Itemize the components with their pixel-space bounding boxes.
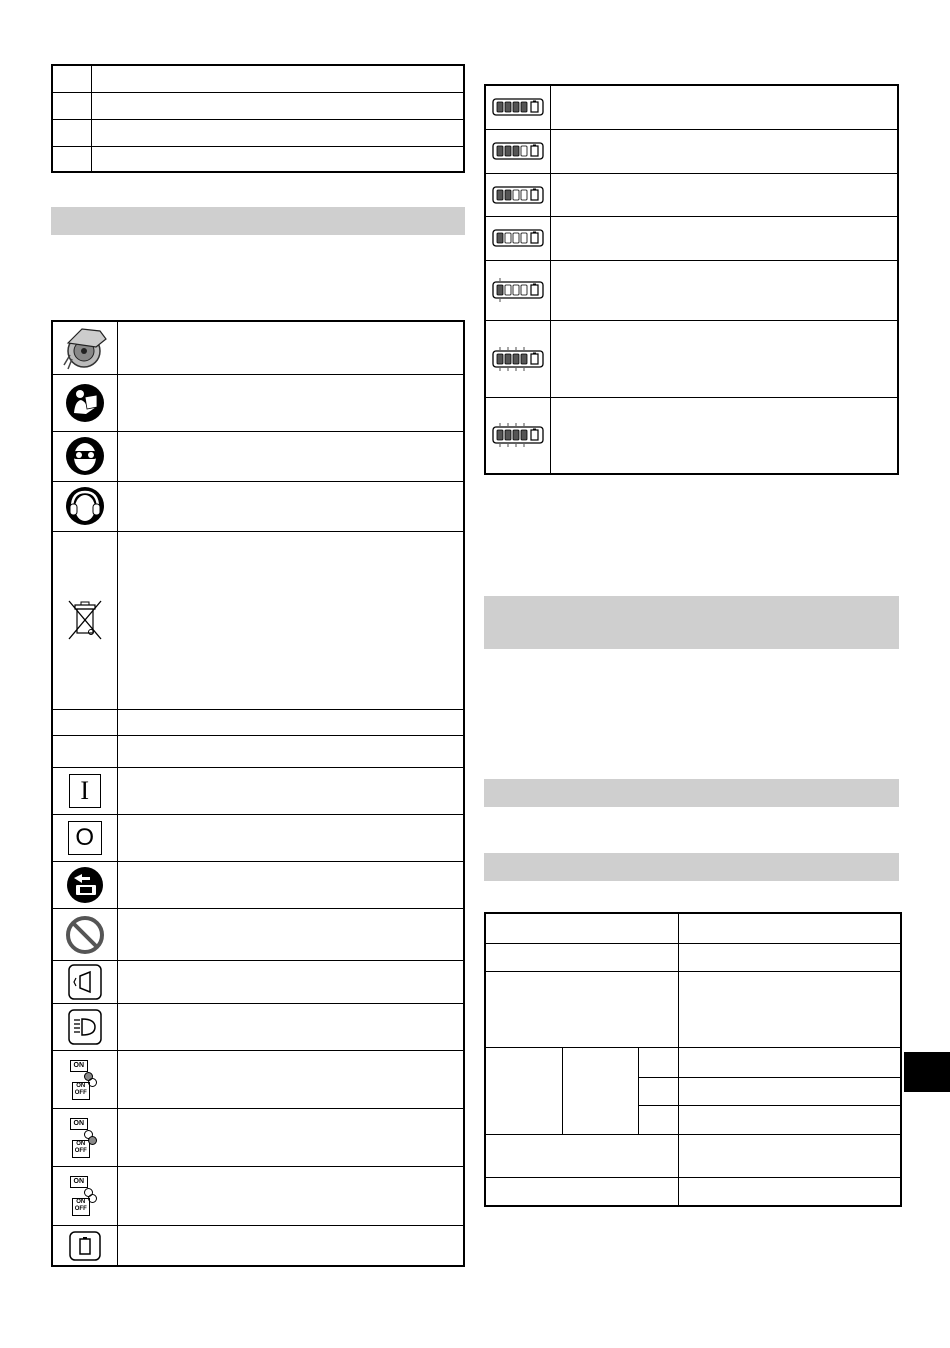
spec-cell: [678, 1105, 901, 1134]
section-heading-right-2: [484, 779, 899, 807]
battery-level-indicator-icon: [485, 320, 550, 397]
symbol-description: [117, 767, 464, 814]
battery-level-description: [550, 85, 898, 129]
symbol-description: [117, 531, 464, 709]
battery-segment-filled: [513, 354, 519, 364]
read-manual-icon: [52, 374, 117, 431]
symbols-table: [51, 320, 465, 1267]
ear-protection-icon: [52, 481, 117, 531]
section-heading-right-1: [484, 596, 899, 649]
parts-cell-num: [52, 119, 91, 146]
parts-cell-num: [52, 92, 91, 119]
battery-level-indicator-icon: [485, 397, 550, 474]
battery-segment-filled: [521, 102, 527, 112]
on-off-top-label: ON: [76, 1199, 86, 1206]
battery-segment-filled: [497, 233, 503, 243]
symbol-description: [117, 961, 464, 1004]
spec-cell: [638, 1048, 678, 1077]
spec-cell: [678, 971, 901, 1048]
spec-cell: [678, 943, 901, 971]
battery-segment-filled: [497, 146, 503, 156]
parts-cell-text: [91, 119, 464, 146]
on-off-switch-icon: [52, 1051, 117, 1109]
specification-table: [484, 912, 902, 1207]
battery-segment-empty: [513, 233, 519, 243]
on-off-switch-icon: [52, 1109, 117, 1167]
parts-cell-text: [91, 92, 464, 119]
parts-cell-text: [91, 146, 464, 172]
symbol-description: [117, 321, 464, 374]
switch-off-label: O: [68, 821, 102, 855]
spec-cell: [485, 943, 678, 971]
symbol-cell-blank: [52, 709, 117, 735]
spec-cell: [678, 1178, 901, 1206]
battery-indicator-table: [484, 84, 899, 475]
spec-cell: [485, 971, 678, 1048]
symbol-description: [117, 735, 464, 767]
spec-cell: [485, 1048, 562, 1135]
battery-segment-empty: [513, 190, 519, 200]
battery-segment-empty: [513, 285, 519, 295]
on-off-bottom-label: OFF: [74, 1147, 87, 1154]
battery-segment-filled: [521, 430, 527, 440]
spec-cell: [678, 1077, 901, 1105]
battery-segment-empty: [521, 233, 527, 243]
circular-saw-icon: [52, 321, 117, 374]
battery-level-indicator-icon: [485, 85, 550, 129]
on-off-top-label: ON: [76, 1140, 86, 1147]
battery-segment-filled: [505, 354, 511, 364]
prohibited-icon: [52, 909, 117, 961]
on-off-top-label: ON: [76, 1082, 86, 1089]
laser-icon: [52, 961, 117, 1004]
symbol-description: [117, 1226, 464, 1266]
spec-cell: [678, 913, 901, 943]
parts-cell-num: [52, 65, 91, 92]
section-heading-right-3: [484, 853, 899, 881]
battery-level-indicator-icon: [485, 260, 550, 320]
battery-segment-empty: [521, 285, 527, 295]
battery-segment-filled: [505, 146, 511, 156]
on-off-bottom-label: OFF: [74, 1206, 87, 1213]
parts-table: [51, 64, 465, 173]
battery-segment-filled: [505, 430, 511, 440]
battery-segment-empty: [505, 285, 511, 295]
symbol-description: [117, 709, 464, 735]
spec-cell: [678, 1134, 901, 1177]
spec-cell: [562, 1048, 638, 1135]
battery-level-indicator-icon: [485, 129, 550, 173]
battery-segment-empty: [521, 146, 527, 156]
battery-segment-filled: [521, 354, 527, 364]
on-label: ON: [70, 1060, 88, 1072]
on-label: ON: [70, 1176, 88, 1188]
spec-cell: [678, 1048, 901, 1077]
battery-segment-filled: [513, 430, 519, 440]
battery-segment-filled: [497, 285, 503, 295]
symbol-description: [117, 481, 464, 531]
symbol-description: [117, 431, 464, 481]
battery-level-description: [550, 173, 898, 216]
symbol-description: [117, 1004, 464, 1051]
on-off-switch-icon: [52, 1167, 117, 1226]
battery-segment-filled: [497, 430, 503, 440]
battery-icon: [52, 1226, 117, 1266]
battery-segment-filled: [513, 146, 519, 156]
battery-level-description: [550, 320, 898, 397]
battery-segment-filled: [497, 190, 503, 200]
switch-on-label: I: [69, 774, 101, 808]
battery-level-description: [550, 129, 898, 173]
battery-segment-filled: [497, 102, 503, 112]
spec-cell: [485, 913, 678, 943]
battery-segment-filled: [505, 102, 511, 112]
weee-crossed-bin-icon: [52, 531, 117, 709]
battery-level-description: [550, 216, 898, 260]
symbol-description: [117, 909, 464, 961]
on-label: ON: [70, 1118, 88, 1130]
spec-cell: [638, 1077, 678, 1105]
symbol-cell-blank: [52, 735, 117, 767]
spec-cell: [485, 1178, 678, 1206]
language-tab: [904, 1052, 950, 1092]
on-off-bottom-label: OFF: [74, 1089, 87, 1096]
battery-level-indicator-icon: [485, 216, 550, 260]
light-icon: [52, 1004, 117, 1051]
symbol-description: [117, 374, 464, 431]
battery-segment-empty: [505, 233, 511, 243]
battery-segment-filled: [497, 354, 503, 364]
battery-level-description: [550, 260, 898, 320]
symbol-description: [117, 814, 464, 861]
symbol-description: [117, 1051, 464, 1109]
battery-segment-filled: [505, 190, 511, 200]
symbol-description: [117, 1109, 464, 1167]
spec-cell: [485, 1134, 678, 1177]
parts-cell-text: [91, 65, 464, 92]
parts-cell-num: [52, 146, 91, 172]
remove-battery-icon: [52, 862, 117, 909]
switch-off-icon: [52, 814, 117, 861]
symbol-description: [117, 1167, 464, 1226]
symbol-description: [117, 862, 464, 909]
spec-cell: [638, 1105, 678, 1134]
eye-protection-icon: [52, 431, 117, 481]
battery-level-indicator-icon: [485, 173, 550, 216]
battery-level-description: [550, 397, 898, 474]
section-heading-symbols: [51, 207, 465, 235]
battery-segment-filled: [513, 102, 519, 112]
switch-on-icon: [52, 767, 117, 814]
battery-segment-empty: [521, 190, 527, 200]
